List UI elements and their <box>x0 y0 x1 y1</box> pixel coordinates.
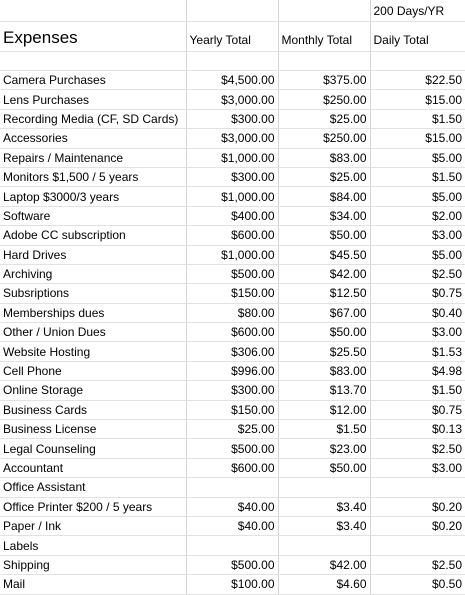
table-row <box>0 575 465 594</box>
monthly-total-cell[interactable]: $4.60 <box>278 575 370 594</box>
table-row <box>0 284 465 303</box>
cell[interactable] <box>0 0 186 22</box>
table-row <box>0 245 465 264</box>
monthly-total-cell[interactable]: $250.00 <box>278 90 370 109</box>
table-row <box>0 458 465 477</box>
table-row <box>0 148 465 167</box>
item-cell[interactable]: Subsriptions <box>0 284 186 303</box>
table-row <box>0 206 465 225</box>
item-cell[interactable]: Mail <box>0 575 186 594</box>
yearly-total-cell[interactable]: $600.00 <box>186 226 278 245</box>
yearly-total-cell[interactable]: $3,000.00 <box>186 129 278 148</box>
daily-total-cell[interactable]: $5.00 <box>370 245 465 264</box>
monthly-total-cell[interactable]: $83.00 <box>278 148 370 167</box>
item-cell[interactable]: Other / Union Dues <box>0 323 186 342</box>
yearly-total-cell[interactable]: $40.00 <box>186 516 278 535</box>
item-cell[interactable]: Cell Phone <box>0 361 186 380</box>
item-cell[interactable]: Memberships dues <box>0 303 186 322</box>
cell[interactable] <box>278 52 370 71</box>
item-cell[interactable]: Accountant <box>0 458 186 477</box>
item-cell[interactable]: Recording Media (CF, SD Cards) <box>0 109 186 128</box>
table-row <box>0 555 465 574</box>
item-cell[interactable]: Repairs / Maintenance <box>0 148 186 167</box>
monthly-total-cell[interactable]: $67.00 <box>278 303 370 322</box>
table-row <box>0 167 465 186</box>
blank-row <box>0 52 465 71</box>
yearly-total-cell[interactable]: $400.00 <box>186 206 278 225</box>
daily-total-cell[interactable]: $0.50 <box>370 575 465 594</box>
table-row <box>0 381 465 400</box>
daily-total-cell[interactable]: $0.75 <box>370 400 465 419</box>
daily-total-cell[interactable]: $1.50 <box>370 109 465 128</box>
yearly-total-cell[interactable]: $40.00 <box>186 497 278 516</box>
daily-total-cell[interactable]: $3.00 <box>370 458 465 477</box>
monthly-total-cell[interactable]: $50.00 <box>278 323 370 342</box>
cell[interactable] <box>370 52 465 71</box>
item-cell[interactable]: Shipping <box>0 555 186 574</box>
monthly-total-cell[interactable]: $25.00 <box>278 167 370 186</box>
yearly-total-cell[interactable]: $306.00 <box>186 342 278 361</box>
table-row <box>0 90 465 109</box>
item-cell[interactable]: Accessories <box>0 129 186 148</box>
header-note-row <box>0 0 465 22</box>
daily-total-cell[interactable]: $1.50 <box>370 381 465 400</box>
yearly-total-cell[interactable]: $300.00 <box>186 167 278 186</box>
table-row <box>0 109 465 128</box>
daily-total-cell[interactable]: $0.20 <box>370 497 465 516</box>
monthly-total-cell[interactable]: $250.00 <box>278 129 370 148</box>
table-row <box>0 342 465 361</box>
monthly-total-cell[interactable]: $84.00 <box>278 187 370 206</box>
table-row <box>0 129 465 148</box>
table-row <box>0 497 465 516</box>
daily-total-cell[interactable]: $0.40 <box>370 303 465 322</box>
daily-total-cell[interactable]: $1.50 <box>370 167 465 186</box>
daily-total-cell[interactable]: $3.00 <box>370 323 465 342</box>
item-cell[interactable]: Adobe CC subscription <box>0 226 186 245</box>
monthly-total-cell[interactable]: $12.00 <box>278 400 370 419</box>
yearly-total-cell[interactable]: $25.00 <box>186 420 278 439</box>
yearly-total-cell[interactable]: $100.00 <box>186 575 278 594</box>
yearly-total-cell[interactable]: $300.00 <box>186 381 278 400</box>
yearly-total-cell[interactable]: $500.00 <box>186 439 278 458</box>
daily-total-cell[interactable]: $5.00 <box>370 187 465 206</box>
monthly-total-cell[interactable]: $83.00 <box>278 361 370 380</box>
monthly-total-cell[interactable] <box>278 536 370 555</box>
item-cell[interactable]: Paper / Ink <box>0 516 186 535</box>
table-row <box>0 420 465 439</box>
daily-total-cell[interactable]: $15.00 <box>370 90 465 109</box>
item-cell[interactable]: Monitors $1,500 / 5 years <box>0 167 186 186</box>
yearly-total-cell[interactable]: $80.00 <box>186 303 278 322</box>
item-cell[interactable]: Legal Counseling <box>0 439 186 458</box>
monthly-total-cell[interactable]: $3.40 <box>278 516 370 535</box>
yearly-total-cell[interactable]: $1,000.00 <box>186 148 278 167</box>
yearly-total-cell[interactable]: $600.00 <box>186 458 278 477</box>
item-cell[interactable]: Hard Drives <box>0 245 186 264</box>
yearly-total-cell[interactable] <box>186 478 278 497</box>
yearly-total-cell[interactable]: $500.00 <box>186 264 278 283</box>
item-cell[interactable]: Lens Purchases <box>0 90 186 109</box>
daily-total-cell[interactable]: $2.50 <box>370 555 465 574</box>
monthly-total-cell[interactable]: $3.40 <box>278 497 370 516</box>
title-cell[interactable]: Expenses <box>0 22 186 52</box>
column-header-yearly[interactable]: Yearly Total <box>186 22 278 52</box>
daily-total-cell[interactable]: $22.50 <box>370 71 465 90</box>
monthly-total-cell[interactable]: $25.50 <box>278 342 370 361</box>
header-note-cell[interactable]: 200 Days/YR <box>370 0 465 22</box>
yearly-total-cell[interactable]: $1,000.00 <box>186 245 278 264</box>
table-row <box>0 361 465 380</box>
table-row <box>0 439 465 458</box>
daily-total-cell[interactable] <box>370 478 465 497</box>
item-cell[interactable]: Business Cards <box>0 400 186 419</box>
monthly-total-cell[interactable]: $42.00 <box>278 264 370 283</box>
monthly-total-cell[interactable]: $34.00 <box>278 206 370 225</box>
cell[interactable] <box>186 0 278 22</box>
table-row <box>0 264 465 283</box>
yearly-total-cell[interactable]: $500.00 <box>186 555 278 574</box>
daily-total-cell[interactable]: $2.00 <box>370 206 465 225</box>
table-row <box>0 478 465 497</box>
yearly-total-cell[interactable]: $4,500.00 <box>186 71 278 90</box>
daily-total-cell[interactable]: $0.13 <box>370 420 465 439</box>
monthly-total-cell[interactable]: $1.50 <box>278 420 370 439</box>
monthly-total-cell[interactable]: $45.50 <box>278 245 370 264</box>
item-cell[interactable]: Camera Purchases <box>0 71 186 90</box>
daily-total-cell[interactable]: $0.20 <box>370 516 465 535</box>
monthly-total-cell[interactable] <box>278 478 370 497</box>
column-header-monthly[interactable]: Monthly Total <box>278 22 370 52</box>
daily-total-cell[interactable]: $2.50 <box>370 439 465 458</box>
item-cell[interactable]: Labels <box>0 536 186 555</box>
daily-total-cell[interactable] <box>370 536 465 555</box>
yearly-total-cell[interactable]: $600.00 <box>186 323 278 342</box>
table-row <box>0 323 465 342</box>
yearly-total-cell[interactable] <box>186 536 278 555</box>
item-cell[interactable]: Laptop $3000/3 years <box>0 187 186 206</box>
table-row <box>0 516 465 535</box>
table-row <box>0 71 465 90</box>
yearly-total-cell[interactable]: $996.00 <box>186 361 278 380</box>
table-row <box>0 303 465 322</box>
item-cell[interactable]: Business License <box>0 420 186 439</box>
daily-total-cell[interactable]: $4.98 <box>370 361 465 380</box>
daily-total-cell[interactable]: $2.50 <box>370 264 465 283</box>
item-cell[interactable]: Office Printer $200 / 5 years <box>0 497 186 516</box>
table-row <box>0 536 465 555</box>
yearly-total-cell[interactable]: $1,000.00 <box>186 187 278 206</box>
yearly-total-cell[interactable]: $3,000.00 <box>186 90 278 109</box>
daily-total-cell[interactable]: $3.00 <box>370 226 465 245</box>
item-cell[interactable]: Website Hosting <box>0 342 186 361</box>
monthly-total-cell[interactable]: $23.00 <box>278 439 370 458</box>
item-cell[interactable]: Office Assistant <box>0 478 186 497</box>
item-cell[interactable]: Software <box>0 206 186 225</box>
yearly-total-cell[interactable]: $150.00 <box>186 284 278 303</box>
cell[interactable] <box>186 52 278 71</box>
daily-total-cell[interactable]: $1.53 <box>370 342 465 361</box>
monthly-total-cell[interactable]: $25.00 <box>278 109 370 128</box>
monthly-total-cell[interactable]: $12.50 <box>278 284 370 303</box>
yearly-total-cell[interactable]: $300.00 <box>186 109 278 128</box>
cell[interactable] <box>278 0 370 22</box>
daily-total-cell[interactable]: $15.00 <box>370 129 465 148</box>
item-cell[interactable]: Online Storage <box>0 381 186 400</box>
table-row <box>0 187 465 206</box>
item-cell[interactable]: Archiving <box>0 264 186 283</box>
daily-total-cell[interactable]: $5.00 <box>370 148 465 167</box>
monthly-total-cell[interactable]: $50.00 <box>278 226 370 245</box>
monthly-total-cell[interactable]: $375.00 <box>278 71 370 90</box>
cell[interactable] <box>0 52 186 71</box>
monthly-total-cell[interactable]: $13.70 <box>278 381 370 400</box>
daily-total-cell[interactable]: $0.75 <box>370 284 465 303</box>
column-header-daily[interactable]: Daily Total <box>370 22 465 52</box>
header-row <box>0 22 465 52</box>
table-row <box>0 400 465 419</box>
table-row <box>0 226 465 245</box>
monthly-total-cell[interactable]: $42.00 <box>278 555 370 574</box>
yearly-total-cell[interactable]: $150.00 <box>186 400 278 419</box>
monthly-total-cell[interactable]: $50.00 <box>278 458 370 477</box>
